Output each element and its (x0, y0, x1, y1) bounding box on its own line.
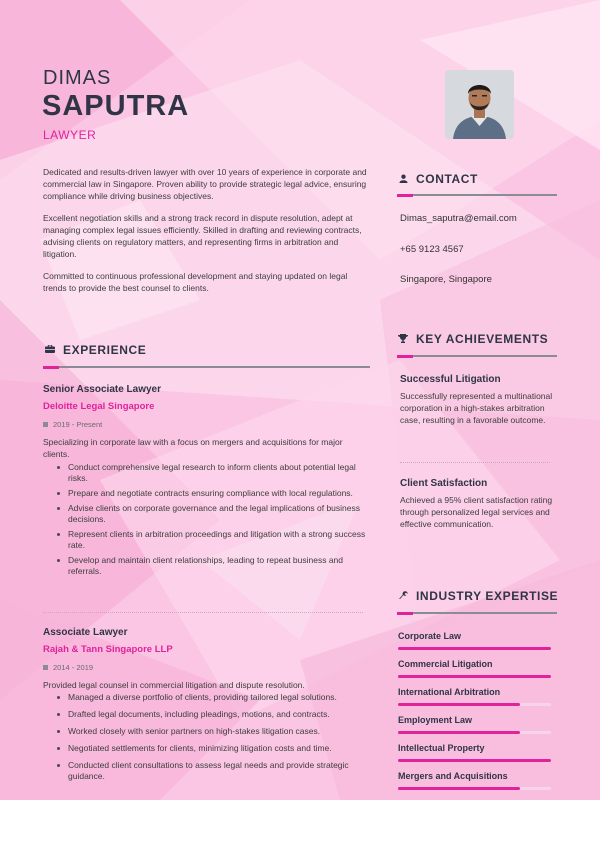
skill-bar-fill (398, 759, 551, 762)
job-date (43, 663, 93, 672)
calendar-icon (43, 422, 48, 427)
achievement-separator (400, 462, 550, 463)
job-title: LAWYER (43, 128, 97, 142)
skill-name: Employment Law (398, 715, 473, 725)
job-date-text: 2019 - Present (53, 420, 103, 429)
professional-summary (43, 166, 373, 304)
skill-bar (398, 787, 551, 790)
list-item: Prepare and negotiate contracts ensuring compliance with local regulations. (55, 488, 370, 499)
achievements-heading (398, 332, 548, 346)
summary-paragraph: Committed to continuous professional development and staying updated on legal trends to provide the best counsel to clients. (43, 271, 348, 293)
list-item: Advise clients on corporate governance and the legal implications of business decisions. (55, 503, 370, 525)
expertise-heading-label: INDUSTRY EXPERTISE (416, 589, 559, 603)
list-item: Represent clients in arbitration proceedings and litigation with a strong success rate. (55, 529, 370, 551)
job-company: Deloitte Legal Singapore (43, 401, 155, 412)
job-date-text: 2014 - 2019 (53, 663, 94, 672)
last-name: SAPUTRA (42, 90, 190, 122)
achievement-title: Successful Litigation (400, 374, 501, 385)
wrench-icon (398, 591, 408, 602)
job-date (43, 420, 102, 429)
skill-bar-fill (398, 647, 551, 650)
list-item: Negotiated settlements for clients, minimizing litigation costs and time. (55, 743, 370, 754)
skill-bar-fill (398, 787, 520, 790)
achievement-title: Client Satisfaction (400, 478, 488, 489)
achievements-divider (397, 355, 557, 357)
skill-bar-fill (398, 731, 520, 734)
list-item: Conducted client consultations to assess legal needs and provide strategic guidance. (55, 760, 370, 782)
experience-separator (43, 612, 363, 613)
achievements-heading-label: KEY ACHIEVEMENTS (416, 332, 549, 346)
job-summary: Specializing in corporate law with a focus on mergers and acquisitions for major clients. (43, 437, 343, 459)
skill-name: Intellectual Property (398, 743, 485, 753)
skill-bar (398, 759, 551, 762)
job-role: Senior Associate Lawyer (43, 384, 162, 395)
summary-paragraph: Excellent negotiation skills and a strong track record in dispute resolution, adept at managing complex legal issues efficiently. Skilled in drafting and reviewing contracts, advising clients on regulatory matters, and representing firms in arbitration and litigation. (43, 213, 362, 259)
summary-paragraph: Dedicated and results-driven lawyer with over 10 years of experience in corporate and commercial law in Singapore. Proven ability to provide strategic legal advice, ensuring compliance while driving business objectives. (43, 167, 367, 201)
job-duties (55, 462, 370, 581)
job-company: Rajah & Tann Singapore LLP (43, 644, 173, 655)
calendar-icon (43, 665, 48, 670)
skill-bar-fill (398, 703, 520, 706)
contact-phone[interactable]: +65 9123 4567 (400, 244, 464, 255)
job-role: Associate Lawyer (43, 627, 128, 638)
skill-bar (398, 647, 551, 650)
experience-divider (43, 366, 370, 368)
list-item: Managed a diverse portfolio of clients, providing tailored legal solutions. (55, 692, 370, 703)
list-item: Worked closely with senior partners on high-stakes litigation cases. (55, 726, 370, 737)
experience-heading-label: EXPERIENCE (63, 343, 147, 357)
job-duties (55, 692, 370, 788)
list-item: Develop and maintain client relationships, leading to repeat business and referrals. (55, 555, 370, 577)
skill-name: Commercial Litigation (398, 659, 493, 669)
briefcase-icon (45, 345, 55, 355)
list-item: Conduct comprehensive legal research to inform clients about potential legal risks. (55, 462, 370, 484)
skill-name: International Arbitration (398, 687, 501, 697)
list-item: Drafted legal documents, including pleadings, motions, and contracts. (55, 709, 370, 720)
skill-bar (398, 675, 551, 678)
experience-heading (45, 343, 146, 357)
expertise-heading (398, 589, 558, 603)
profile-photo-image (445, 70, 514, 139)
job-summary: Provided legal counsel in commercial litigation and dispute resolution. (43, 680, 305, 690)
contact-heading-label: CONTACT (416, 172, 478, 186)
contact-divider (397, 194, 557, 196)
skill-name: Corporate Law (398, 631, 462, 641)
person-icon (398, 174, 408, 185)
achievement-description: Successfully represented a multinational corporation in a high-stakes arbitration case, resulting in a favorable outcome. (400, 391, 553, 425)
contact-heading (398, 172, 478, 186)
skill-bar (398, 731, 551, 734)
skill-bar (398, 703, 551, 706)
skill-bar-fill (398, 675, 551, 678)
trophy-icon (398, 334, 408, 345)
first-name: DIMAS (43, 67, 112, 89)
contact-email[interactable]: Dimas_saputra@email.com (400, 213, 517, 224)
expertise-divider (397, 612, 557, 614)
skill-name: Mergers and Acquisitions (398, 771, 508, 781)
contact-location: Singapore, Singapore (400, 274, 492, 285)
achievement-description: Achieved a 95% client satisfaction rating through personalized legal services and effective communication. (400, 495, 553, 529)
profile-photo (445, 70, 514, 139)
